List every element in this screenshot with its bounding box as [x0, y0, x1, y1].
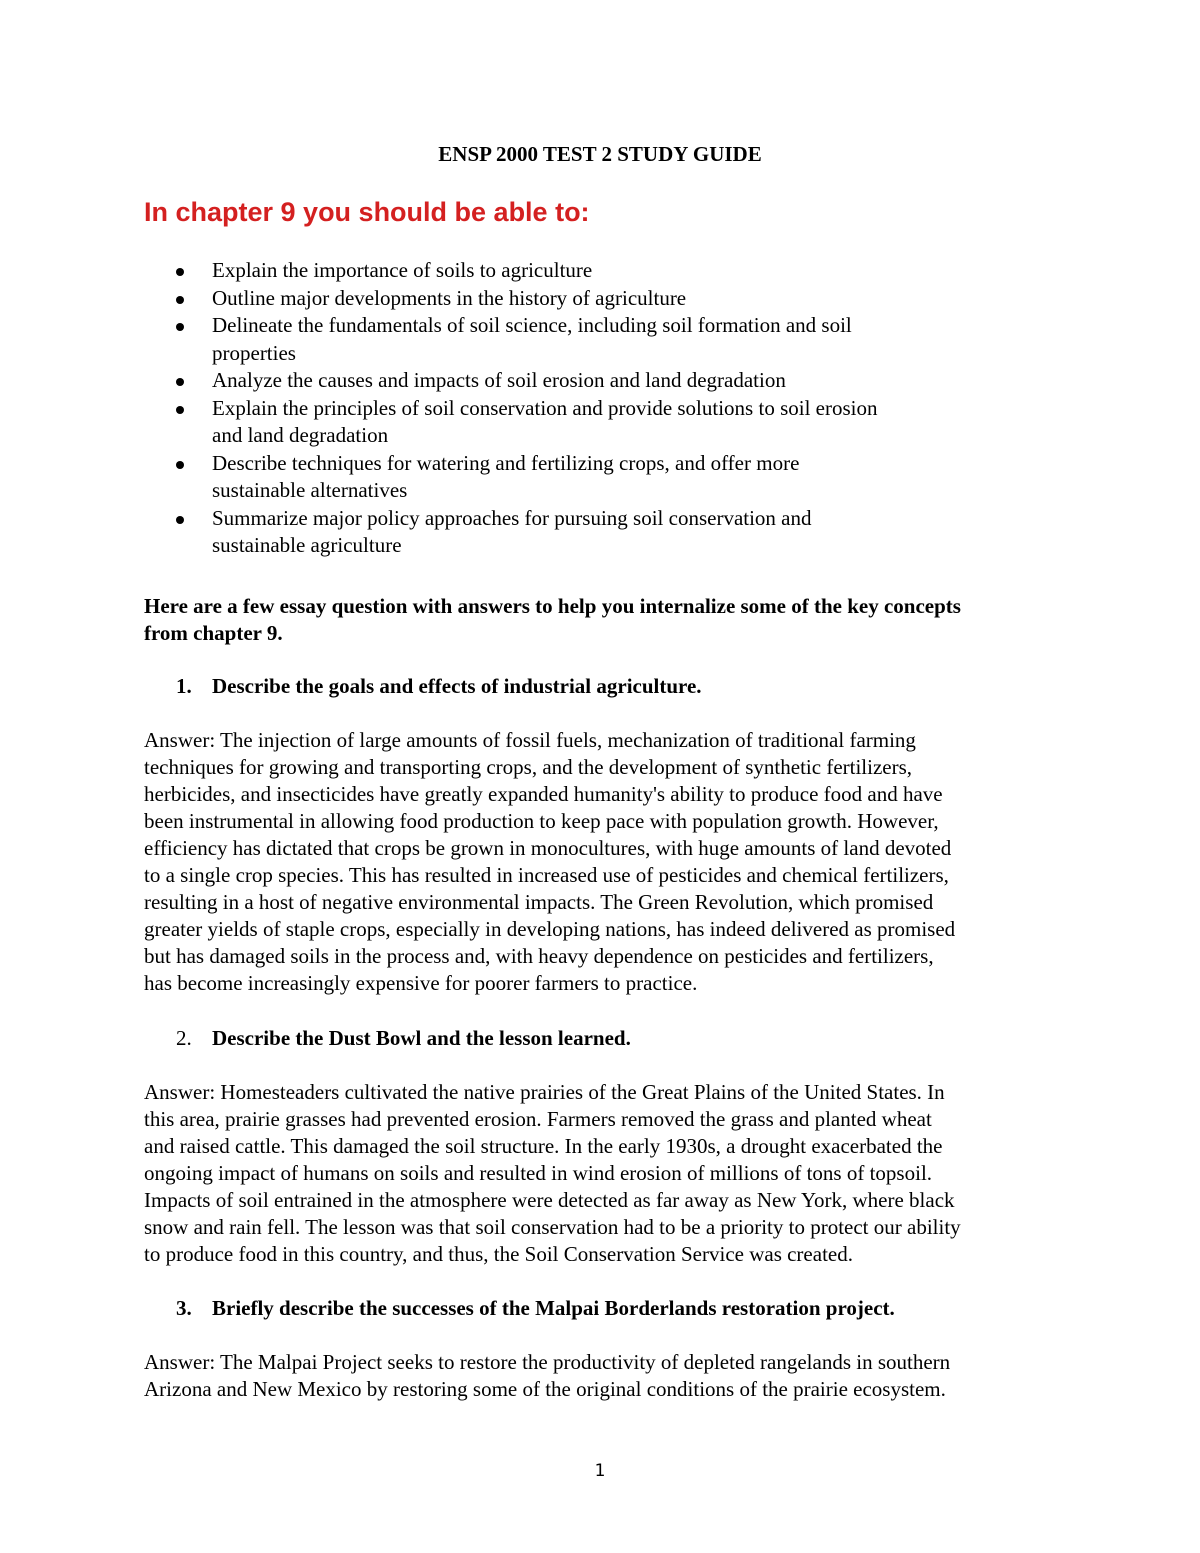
page-title: ENSP 2000 TEST 2 STUDY GUIDE: [438, 142, 762, 166]
objective-item: [144, 505, 994, 560]
answer-1: [144, 727, 1056, 997]
answer-line: Impacts of soil entrained in the atmosphere were detected as far away as New York, where black: [144, 1188, 955, 1212]
bullet-icon: [176, 378, 184, 386]
objective-item: [144, 312, 994, 367]
answer-line: resulting in a host of negative environmental impacts. The Green Revolution, which promised: [144, 890, 934, 914]
answer-line: Answer: The Malpai Project seeks to restore the productivity of depleted rangelands in southern: [144, 1350, 951, 1374]
objective-text: properties: [212, 340, 296, 365]
bullet-icon: [176, 296, 184, 304]
intro-paragraph: [144, 593, 1064, 647]
objective-text: Describe techniques for watering and fertilizing crops, and offer more: [212, 450, 800, 475]
objective-text: Delineate the fundamentals of soil science, including soil formation and soil: [212, 313, 852, 337]
objective-text: Outline major developments in the history of agriculture: [212, 285, 687, 310]
answer-line: greater yields of staple crops, especially in developing nations, has indeed delivered as promised: [144, 917, 956, 941]
answer-line: but has damaged soils in the process and, with heavy dependence on pesticides and fertilizers,: [144, 944, 934, 968]
objective-item: [144, 285, 994, 313]
bullet-icon: [176, 406, 184, 414]
objective-text: Explain the importance of soils to agriculture: [212, 258, 593, 282]
answer-line: been instrumental in allowing food production to keep pace with population growth. However,: [144, 809, 939, 833]
answer-2: [144, 1079, 1056, 1268]
page-number: 1: [594, 1461, 606, 1481]
answer-line: Answer: The injection of large amounts of fossil fuels, mechanization of traditional farming: [144, 728, 916, 752]
objective-item: [144, 367, 994, 395]
answer-line: snow and rain fell. The lesson was that soil conservation had to be a priority to protect our ability: [144, 1215, 961, 1239]
answer-line: Answer: Homesteaders cultivated the native prairies of the Great Plains of the United States. In: [144, 1080, 945, 1104]
answer-line: has become increasingly expensive for poorer farmers to practice.: [144, 971, 698, 995]
objective-text: Explain the principles of soil conservation and provide solutions to soil erosion: [212, 395, 878, 420]
question-number: 1.: [176, 674, 192, 698]
answer-line: Arizona and New Mexico by restoring some of the original conditions of the prairie ecosystem.: [144, 1377, 946, 1401]
bullet-icon: [176, 516, 184, 524]
bullet-icon: [176, 461, 184, 469]
objective-text: and land degradation: [212, 423, 389, 447]
answer-line: efficiency has dictated that crops be grown in monocultures, with huge amounts of land devoted: [144, 836, 952, 860]
question-text: Describe the Dust Bowl and the lesson learned.: [212, 1026, 631, 1050]
objective-item: [144, 450, 994, 505]
answer-line: and raised cattle. This damaged the soil structure. In the early 1930s, a drought exacerbated the: [144, 1134, 943, 1158]
objective-text: Summarize major policy approaches for pursuing soil conservation and: [212, 505, 812, 530]
objective-item: [144, 395, 994, 450]
objective-text: sustainable agriculture: [212, 533, 402, 557]
question-number: 2.: [176, 1026, 192, 1050]
answer-line: to produce food in this country, and thus, the Soil Conservation Service was created.: [144, 1242, 853, 1266]
answer-line: herbicides, and insecticides have greatly expanded humanity's ability to produce food and have: [144, 782, 943, 806]
objectives-list: [144, 257, 994, 560]
answer-line: this area, prairie grasses had prevented erosion. Farmers removed the grass and planted wheat: [144, 1107, 932, 1131]
objective-text: Analyze the causes and impacts of soil erosion and land degradation: [212, 368, 786, 392]
intro-line: Here are a few essay question with answers to help you internalize some of the key concepts: [144, 594, 961, 618]
answer-line: ongoing impact of humans on soils and resulted in wind erosion of millions of tons of topsoil.: [144, 1161, 933, 1185]
bullet-icon: [176, 323, 184, 331]
objective-item: [144, 257, 994, 285]
question-number: 3.: [176, 1296, 192, 1320]
answer-3: [144, 1349, 1056, 1403]
answer-line: techniques for growing and transporting crops, and the development of synthetic fertilizers,: [144, 755, 913, 779]
objective-text: sustainable alternatives: [212, 478, 408, 502]
question-text: Describe the goals and effects of industrial agriculture.: [212, 674, 702, 698]
bullet-icon: [176, 268, 184, 276]
chapter-subheading: In chapter 9 you should be able to:: [144, 197, 590, 227]
question-text: Briefly describe the successes of the Malpai Borderlands restoration project.: [212, 1296, 895, 1320]
intro-line: from chapter 9.: [144, 621, 283, 645]
answer-line: to a single crop species. This has resulted in increased use of pesticides and chemical fertilizers,: [144, 863, 949, 887]
